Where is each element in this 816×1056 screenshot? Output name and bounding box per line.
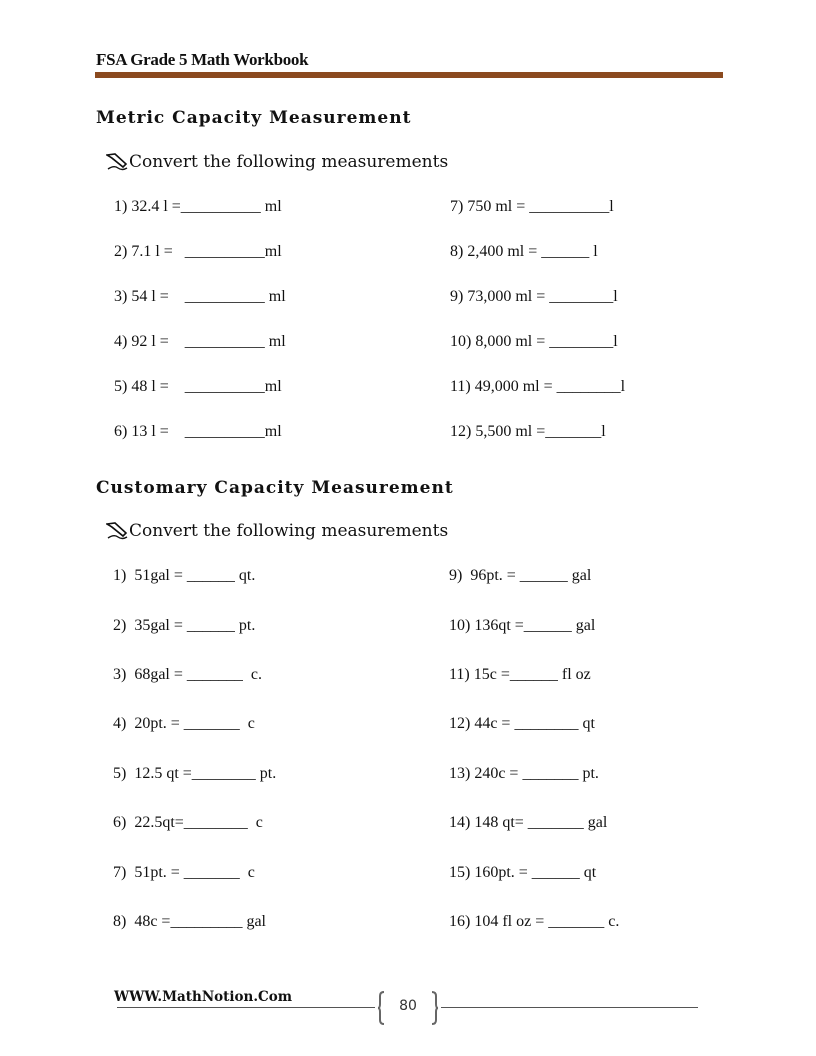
metric-question-5: 5) 48 l = __________ml (114, 378, 282, 395)
customary-question-9: 9) 96pt. = ______ gal (449, 567, 592, 584)
workbook-title: FSA Grade 5 Math Workbook (96, 50, 309, 69)
customary-instruction (106, 521, 448, 541)
metric-question-11: 11) 49,000 ml = ________l (450, 378, 626, 395)
customary-question-15: 15) 160pt. = ______ qt (449, 864, 597, 881)
customary-question-8: 8) 48c =_________ gal (113, 913, 266, 930)
customary-question-6: 6) 22.5qt=________ c (113, 814, 263, 831)
customary-question-1: 1) 51gal = ______ qt. (113, 567, 256, 584)
footer-website: WWW.MathNotion.Com (114, 989, 293, 1005)
customary-question-4: 4) 20pt. = _______ c (113, 715, 255, 732)
customary-question-12: 12) 44c = ________ qt (449, 715, 595, 732)
customary-question-7: 7) 51pt. = _______ c (113, 864, 255, 881)
right-brace-icon (430, 991, 439, 1025)
customary-question-11: 11) 15c =______ fl oz (449, 666, 591, 683)
customary-section-title: Customary Capacity Measurement (96, 478, 454, 498)
metric-section-title: Metric Capacity Measurement (96, 108, 412, 128)
metric-question-2: 2) 7.1 l = __________ml (114, 243, 282, 260)
metric-question-12: 12) 5,500 ml =_______l (450, 423, 606, 440)
pencil-icon (106, 152, 129, 172)
metric-question-10: 10) 8,000 ml = ________l (450, 333, 618, 350)
metric-instruction (106, 152, 448, 172)
customary-question-5: 5) 12.5 qt =________ pt. (113, 765, 277, 782)
customary-question-16: 16) 104 fl oz = _______ c. (449, 913, 620, 930)
metric-question-1: 1) 32.4 l =__________ ml (114, 198, 282, 215)
customary-question-10: 10) 136qt =______ gal (449, 617, 596, 634)
metric-question-3: 3) 54 l = __________ ml (114, 288, 286, 305)
customary-question-2: 2) 35gal = ______ pt. (113, 617, 256, 634)
left-brace-icon (377, 991, 386, 1025)
metric-question-9: 9) 73,000 ml = ________l (450, 288, 618, 305)
customary-question-13: 13) 240c = _______ pt. (449, 765, 599, 782)
header-divider (95, 72, 723, 78)
instruction-text: Convert the following measurements (129, 521, 449, 541)
footer-rule-left (117, 1007, 375, 1008)
metric-question-6: 6) 13 l = __________ml (114, 423, 282, 440)
instruction-text: Convert the following measurements (129, 152, 449, 172)
customary-question-3: 3) 68gal = _______ c. (113, 666, 262, 683)
pencil-icon (106, 521, 129, 541)
footer-rule-right (441, 1007, 698, 1008)
metric-question-4: 4) 92 l = __________ ml (114, 333, 286, 350)
page-number: 80 (399, 998, 417, 1014)
metric-question-7: 7) 750 ml = __________l (450, 198, 614, 215)
metric-question-8: 8) 2,400 ml = ______ l (450, 243, 598, 260)
customary-question-14: 14) 148 qt= _______ gal (449, 814, 608, 831)
